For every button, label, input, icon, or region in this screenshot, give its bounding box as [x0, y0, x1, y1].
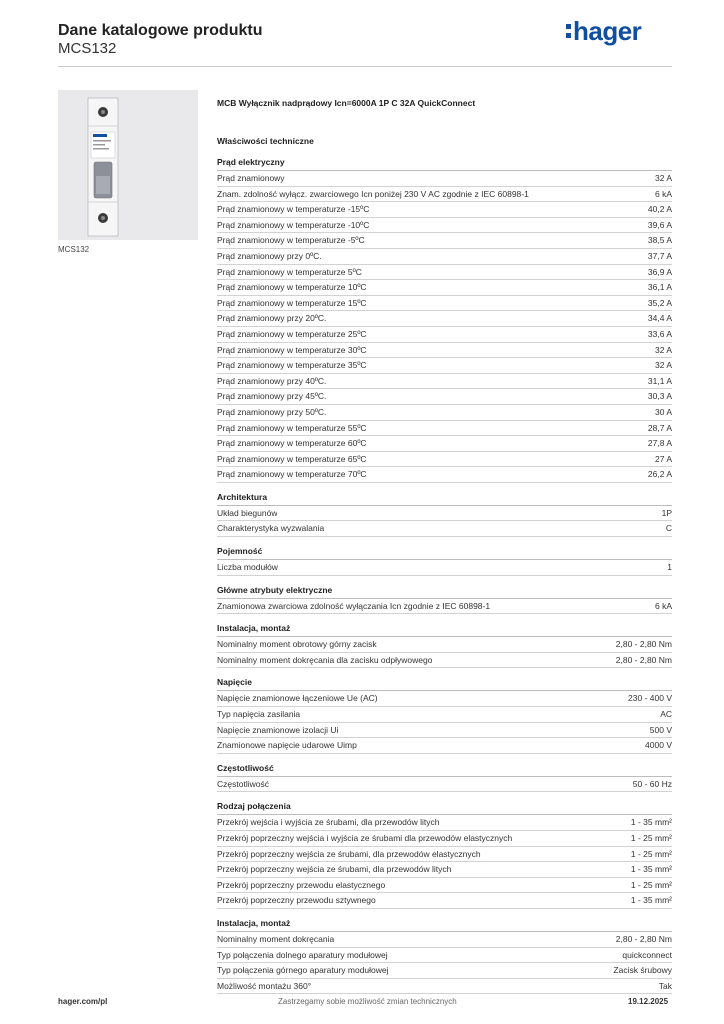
spec-section	[217, 491, 672, 537]
spec-label: Napięcie znamionowe izolacji Ui	[217, 724, 339, 735]
spec-label: Nominalny moment dokręcania	[217, 933, 335, 944]
spec-value: 2,80 - 2,80 Nm	[615, 639, 672, 650]
spec-label: Przekrój poprzeczny przewodu elastycznego	[217, 879, 386, 890]
spec-label: Charakterystyka wyzwalania	[217, 523, 325, 534]
spec-row	[217, 707, 672, 723]
spec-label: Znamionowa zwarciowa zdolność wyłączania Icn zgodnie z IEC 60898-1	[217, 600, 491, 611]
spec-label: Prąd znamionowy w temperaturze 25ºC	[217, 328, 367, 339]
spec-label: Znam. zdolność wyłącz. zwarciowego Icn poniżej 230 V AC zgodnie z IEC 60898-1	[217, 188, 529, 199]
spec-label: Prąd znamionowy w temperaturze 55ºC	[217, 422, 367, 433]
section-title: Prąd elektryczny	[217, 156, 672, 171]
spec-value: 50 - 60 Hz	[632, 778, 672, 789]
spec-label: Przekrój wejścia i wyjścia ze śrubami, dla przewodów litych	[217, 817, 440, 828]
spec-value: 39,6 A	[647, 219, 672, 230]
spec-value: 2,80 - 2,80 Nm	[615, 933, 672, 944]
hager-logo	[566, 16, 641, 47]
spec-row	[217, 327, 672, 343]
header-divider	[58, 66, 672, 67]
spec-value: 32 A	[654, 344, 672, 355]
section-title: Napięcie	[217, 676, 672, 691]
spec-row	[217, 202, 672, 218]
spec-row	[217, 847, 672, 863]
spec-row	[217, 599, 672, 615]
spec-value: 1 - 35 mm²	[630, 864, 672, 875]
spec-value: 28,7 A	[647, 422, 672, 433]
spec-label: Przekrój poprzeczny wejścia ze śrubami, dla przewodów elastycznych	[217, 848, 481, 859]
spec-value: 1 - 25 mm²	[630, 848, 672, 859]
section-title: Częstotliwość	[217, 762, 672, 777]
spec-value: 32 A	[654, 173, 672, 183]
spec-label: Napięcie znamionowe łączeniowe Ue (AC)	[217, 693, 378, 704]
section-title: Instalacja, montaż	[217, 622, 672, 637]
spec-row	[217, 653, 672, 669]
spec-row	[217, 171, 672, 187]
spec-label: Prąd znamionowy przy 40ºC.	[217, 375, 327, 386]
section-title: Rodzaj połączenia	[217, 800, 672, 815]
spec-label: Typ połączenia dolnego aparatury modułowej	[217, 949, 388, 960]
spec-label: Prąd znamionowy w temperaturze -15ºC	[217, 204, 370, 215]
spec-value: 36,9 A	[647, 266, 672, 277]
spec-label: Liczba modułów	[217, 562, 278, 573]
spec-label: Prąd znamionowy przy 0ºC.	[217, 250, 322, 261]
spec-value: 27 A	[654, 453, 672, 464]
spec-section	[217, 545, 672, 576]
spec-row	[217, 963, 672, 979]
spec-value: 6 kA	[654, 600, 672, 611]
spec-row	[217, 358, 672, 374]
spec-row	[217, 280, 672, 296]
spec-label: Nominalny moment obrotowy górny zacisk	[217, 639, 377, 650]
spec-value: 1 - 35 mm²	[630, 817, 672, 828]
spec-row	[217, 249, 672, 265]
spec-sections	[217, 156, 672, 994]
spec-row	[217, 979, 672, 995]
properties-heading: Właściwości techniczne	[217, 136, 314, 146]
product-code: MCS132	[58, 40, 117, 57]
spec-row	[217, 436, 672, 452]
footer-website: hager.com/pl	[58, 997, 108, 1006]
spec-value: 1 - 25 mm²	[630, 833, 672, 843]
spec-label: Prąd znamionowy przy 45ºC.	[217, 391, 327, 402]
spec-row	[217, 467, 672, 483]
spec-value: 30 A	[654, 406, 672, 417]
spec-row	[217, 506, 672, 522]
spec-row	[217, 389, 672, 405]
spec-section	[217, 622, 672, 668]
spec-row	[217, 374, 672, 390]
spec-row	[217, 893, 672, 909]
spec-value: 27,8 A	[647, 438, 672, 449]
spec-value: AC	[660, 709, 672, 720]
spec-value: 4000 V	[645, 740, 672, 751]
spec-label: Możliwość montażu 360°	[217, 980, 312, 991]
spec-row	[217, 560, 672, 576]
spec-row	[217, 421, 672, 437]
spec-value: 37,7 A	[647, 250, 672, 261]
spec-label: Prąd znamionowy przy 20ºC.	[217, 313, 327, 324]
footer-disclaimer: Zastrzegamy sobie możliwość zmian technicznych	[278, 997, 457, 1006]
spec-row	[217, 233, 672, 249]
spec-value: 33,6 A	[647, 328, 672, 339]
spec-value: Zacisk śrubowy	[613, 965, 672, 976]
spec-row	[217, 187, 672, 203]
spec-label: Znamionowe napięcie udarowe Uimp	[217, 740, 357, 751]
section-title: Główne atrybuty elektryczne	[217, 584, 672, 599]
spec-row	[217, 296, 672, 312]
spec-section	[217, 800, 672, 909]
spec-value: 35,2 A	[647, 297, 672, 308]
spec-label: Typ napięcia zasilania	[217, 709, 301, 720]
footer-date: 19.12.2025	[628, 997, 669, 1006]
page-title: Dane katalogowe produktu	[58, 22, 263, 39]
spec-section	[217, 584, 672, 615]
spec-label: Przekrój poprzeczny wejścia i wyjścia ze śrubami dla przewodów elastycznych	[217, 833, 513, 843]
spec-label: Prąd znamionowy	[217, 173, 285, 183]
spec-value: 6 kA	[654, 188, 672, 199]
spec-value: 32 A	[654, 360, 672, 371]
spec-row	[217, 932, 672, 948]
spec-value: Tak	[658, 980, 672, 991]
spec-value: 38,5 A	[647, 235, 672, 246]
spec-row	[217, 723, 672, 739]
section-title: Instalacja, montaż	[217, 917, 672, 932]
spec-row	[217, 343, 672, 359]
spec-value: 1	[667, 562, 672, 573]
spec-row	[217, 878, 672, 894]
spec-label: Prąd znamionowy w temperaturze 10ºC	[217, 282, 367, 293]
spec-section	[217, 156, 672, 483]
logo-text: hager	[573, 16, 642, 46]
circuit-breaker-icon	[58, 90, 198, 240]
spec-label: Przekrój poprzeczny przewodu sztywnego	[217, 895, 376, 906]
spec-row	[217, 405, 672, 421]
spec-label: Prąd znamionowy w temperaturze 5ºC	[217, 266, 362, 277]
spec-row	[217, 777, 672, 793]
spec-value: 2,80 - 2,80 Nm	[615, 654, 672, 665]
spec-row	[217, 862, 672, 878]
spec-row	[217, 637, 672, 653]
spec-value: C	[665, 523, 672, 534]
image-caption: MCS132	[58, 245, 90, 254]
spec-value: 31,1 A	[647, 375, 672, 386]
section-title: Pojemność	[217, 545, 672, 560]
spec-label: Prąd znamionowy w temperaturze -10ºC	[217, 219, 370, 230]
spec-value: 500 V	[649, 724, 672, 735]
spec-value: 40,2 A	[647, 204, 672, 215]
spec-value: 30,3 A	[647, 391, 672, 402]
product-title: MCB Wyłącznik nadprądowy Icn=6000A 1P C 32A QuickConnect	[217, 98, 476, 108]
spec-label: Układ biegunów	[217, 507, 278, 518]
spec-label: Prąd znamionowy przy 50ºC.	[217, 406, 327, 417]
spec-section	[217, 676, 672, 753]
spec-label: Prąd znamionowy w temperaturze 15ºC	[217, 297, 367, 308]
spec-row	[217, 948, 672, 964]
spec-label: Przekrój poprzeczny wejścia ze śrubami, dla przewodów litych	[217, 864, 452, 875]
spec-row	[217, 738, 672, 754]
spec-value: 230 - 400 V	[628, 693, 672, 704]
spec-row	[217, 815, 672, 831]
spec-label: Prąd znamionowy w temperaturze -5ºC	[217, 235, 365, 246]
spec-value: 34,4 A	[647, 313, 672, 324]
spec-value: 1 - 35 mm²	[630, 895, 672, 906]
spec-value: 1P	[661, 507, 672, 518]
spec-section	[217, 762, 672, 793]
spec-row	[217, 265, 672, 281]
logo-dots-icon	[566, 24, 572, 42]
spec-row	[217, 452, 672, 468]
spec-value: 1 - 25 mm²	[630, 879, 672, 890]
spec-section	[217, 917, 672, 994]
spec-row	[217, 521, 672, 537]
spec-value: quickconnect	[622, 949, 672, 960]
spec-label: Prąd znamionowy w temperaturze 35ºC	[217, 360, 367, 371]
spec-label: Prąd znamionowy w temperaturze 30ºC	[217, 344, 367, 355]
spec-content	[217, 96, 672, 994]
spec-label: Częstotliwość	[217, 778, 269, 789]
spec-label: Nominalny moment dokręcania dla zacisku odpływowego	[217, 654, 433, 665]
spec-row	[217, 311, 672, 327]
spec-label: Prąd znamionowy w temperaturze 70ºC	[217, 469, 367, 480]
section-title: Architektura	[217, 491, 672, 506]
spec-label: Prąd znamionowy w temperaturze 65ºC	[217, 453, 367, 464]
spec-value: 36,1 A	[647, 282, 672, 293]
spec-row	[217, 691, 672, 707]
spec-label: Typ połączenia górnego aparatury modułowej	[217, 965, 389, 976]
spec-label: Prąd znamionowy w temperaturze 60ºC	[217, 438, 367, 449]
spec-value: 26,2 A	[647, 469, 672, 480]
spec-row	[217, 831, 672, 847]
product-image	[58, 90, 198, 240]
spec-row	[217, 218, 672, 234]
